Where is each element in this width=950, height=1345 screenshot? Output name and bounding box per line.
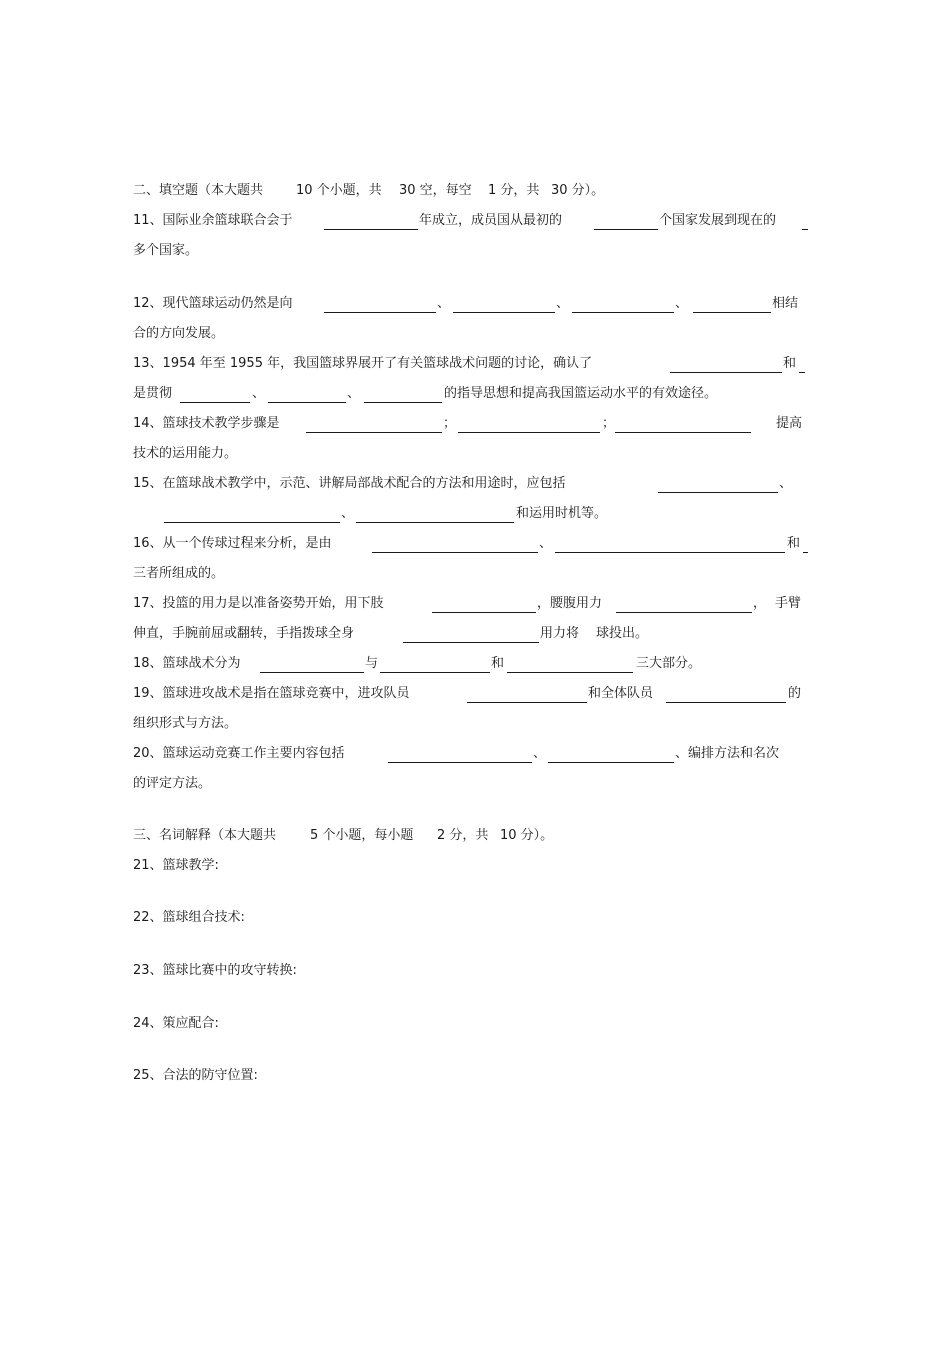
q15-text-a: 15、在篮球战术教学中，示范、讲解局部战术配合的方法和用途时，应包括: [133, 476, 566, 491]
q11-text-b: 年成立，成员国从最初的: [419, 213, 563, 228]
q18-text-b: 与: [365, 656, 379, 671]
q17-blank-3[interactable]: [403, 642, 539, 643]
q16-text-a: 16、从一个传球过程来分析，是由: [133, 536, 332, 551]
q11-text-c: 个国家发展到现在的: [659, 213, 777, 228]
fill-heading-part-4: 1 分，共: [488, 183, 540, 198]
q13-blank-5[interactable]: [364, 402, 442, 403]
q18-text-a: 18、篮球战术分为: [133, 656, 241, 671]
q20-text-c: 的评定方法。: [133, 776, 212, 791]
question-13-cont: [133, 385, 813, 403]
q14-blank-1[interactable]: [306, 432, 442, 433]
question-14: [133, 415, 813, 433]
q20-text-b: 、编排方法和名次: [675, 746, 780, 761]
q17-text-b: ，腰腹用力: [537, 596, 603, 611]
question-16: [133, 535, 813, 553]
q17-text-e: 伸直，手腕前屈或翻转，手指拨球全身: [133, 626, 355, 641]
q14-blank-3[interactable]: [615, 432, 751, 433]
q13-text-a: 13、1954 年至 1955 年，我国篮球界展开了有关篮球战术问题的讨论，确认了: [133, 356, 593, 371]
q18-text-d: 三大部分。: [636, 656, 702, 671]
q15-sep-2: 、: [341, 506, 355, 521]
q14-text-a: 14、篮球技术教学步骤是: [133, 416, 280, 431]
terms-heading-part-1: 三、名词解释（本大题共: [133, 828, 277, 843]
q17-blank-1[interactable]: [432, 612, 536, 613]
q20-blank-2[interactable]: [548, 762, 674, 763]
question-23: 23、篮球比赛中的攻守转换:: [133, 963, 297, 978]
q11-blank-2[interactable]: [594, 229, 658, 230]
q15-text-b: 和运用时机等。: [516, 506, 608, 521]
q16-text-b: 和: [787, 536, 801, 551]
q12-sep-1: 、: [437, 296, 451, 311]
terms-heading-part-4: 10 分）。: [500, 828, 554, 843]
q13-text-c: 是贯彻: [133, 386, 173, 401]
q16-blank-2[interactable]: [555, 552, 785, 553]
q15-sep-1: 、: [779, 476, 793, 491]
q16-blank-1[interactable]: [372, 552, 538, 553]
question-15: [133, 475, 813, 493]
q12-sep-2: 、: [556, 296, 570, 311]
question-17: [133, 595, 813, 613]
q18-blank-1[interactable]: [260, 672, 364, 673]
q20-sep-1: 、: [533, 746, 547, 761]
q14-sep-2: ；: [602, 416, 616, 431]
q11-text-a: 11、国际业余篮球联合会于: [133, 213, 293, 228]
q13-sep-2: 、: [347, 386, 361, 401]
fill-heading-part-3: 30 空，每空: [399, 183, 472, 198]
q17-text-c: ，: [753, 596, 767, 611]
q17-text-a: 17、投篮的用力是以准备姿势开始，用下肢: [133, 596, 384, 611]
q11-text-d: 多个国家。: [133, 243, 199, 258]
q14-text-c: 技术的运用能力。: [133, 446, 238, 461]
question-12: [133, 295, 813, 313]
q12-blank-3[interactable]: [572, 312, 674, 313]
q17-blank-2[interactable]: [616, 612, 752, 613]
q13-blank-4[interactable]: [268, 402, 346, 403]
q14-sep-1: ；: [443, 416, 457, 431]
question-25: 25、合法的防守位置:: [133, 1068, 258, 1083]
question-18: [133, 655, 813, 673]
q16-sep-1: 、: [539, 536, 553, 551]
question-15-cont: [133, 505, 813, 523]
q13-blank-2[interactable]: [799, 372, 805, 373]
question-19: [133, 685, 813, 703]
q12-text-a: 12、现代篮球运动仍然是向: [133, 296, 293, 311]
q12-sep-3: 、: [675, 296, 689, 311]
q17-text-d: 手臂: [775, 596, 802, 611]
q13-blank-1[interactable]: [670, 372, 782, 373]
q13-blank-3[interactable]: [180, 402, 250, 403]
terms-heading-part-2: 5 个小题，每小题: [310, 828, 414, 843]
q11-blank-3[interactable]: [802, 229, 808, 230]
q20-blank-1[interactable]: [388, 762, 532, 763]
q13-sep-1: 、: [252, 386, 266, 401]
question-22: 22、篮球组合技术:: [133, 910, 245, 925]
question-20: [133, 745, 813, 763]
fill-heading-part-5: 30 分）。: [551, 183, 605, 198]
q12-text-c: 合的方向发展。: [133, 326, 225, 341]
q18-text-c: 和: [491, 656, 505, 671]
q19-text-b: 和全体队员: [588, 686, 654, 701]
question-24: 24、策应配合:: [133, 1016, 219, 1031]
q17-text-g: 球投出。: [596, 626, 649, 641]
fill-heading-part-1: 二、填空题（本大题共: [133, 183, 264, 198]
q19-blank-2[interactable]: [666, 702, 786, 703]
q19-text-c: 的: [788, 686, 802, 701]
q18-blank-3[interactable]: [507, 672, 633, 673]
q12-blank-1[interactable]: [324, 312, 436, 313]
q16-text-c: 三者所组成的。: [133, 566, 225, 581]
terms-heading-part-3: 2 分，共: [437, 828, 489, 843]
q17-text-f: 用力将: [540, 626, 580, 641]
q13-text-b: 和: [783, 356, 797, 371]
q14-blank-2[interactable]: [458, 432, 600, 433]
q19-text-d: 组织形式与方法。: [133, 716, 238, 731]
question-21: 21、篮球教学:: [133, 858, 219, 873]
q12-blank-4[interactable]: [693, 312, 771, 313]
q19-blank-1[interactable]: [467, 702, 587, 703]
q16-blank-3[interactable]: [803, 552, 808, 553]
q15-blank-2[interactable]: [164, 522, 340, 523]
q12-text-b: 相结: [772, 296, 799, 311]
q15-blank-3[interactable]: [356, 522, 514, 523]
q13-text-d: 的指导思想和提高我国篮运动水平的有效途径。: [444, 386, 718, 401]
q15-blank-1[interactable]: [658, 492, 778, 493]
q18-blank-2[interactable]: [380, 672, 490, 673]
question-11: [133, 212, 813, 230]
q11-blank-1[interactable]: [324, 229, 418, 230]
q14-text-b: 提高: [776, 416, 803, 431]
q19-text-a: 19、篮球进攻战术是指在篮球竞赛中，进攻队员: [133, 686, 410, 701]
question-13: [133, 355, 813, 373]
q12-blank-2[interactable]: [453, 312, 555, 313]
q20-text-a: 20、篮球运动竞赛工作主要内容包括: [133, 746, 345, 761]
fill-heading-part-2: 10 个小题，共: [296, 183, 382, 198]
question-17-cont: [133, 625, 813, 643]
